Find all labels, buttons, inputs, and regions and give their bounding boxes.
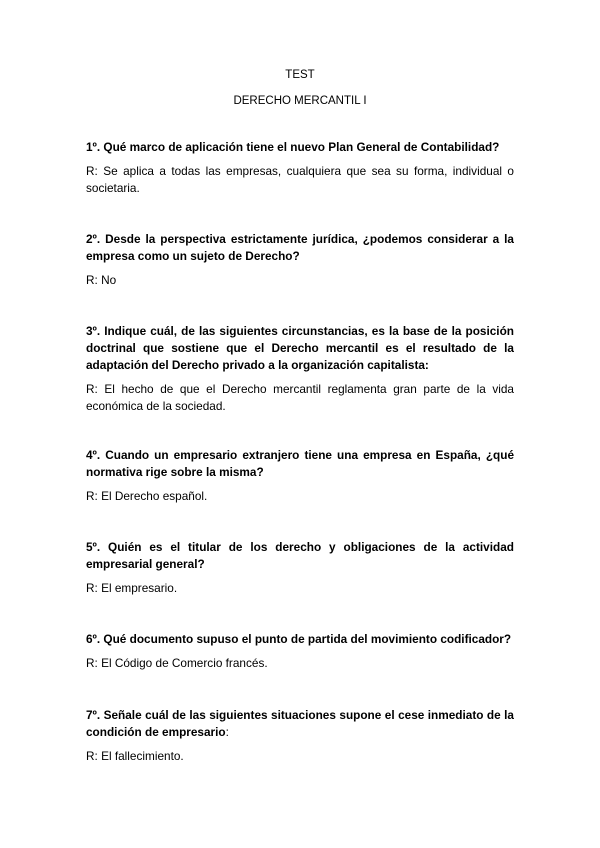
question-4: 4º. Cuando un empresario extranjero tiene una empresa en España, ¿qué normativa rige sobre la misma? (86, 448, 514, 479)
qa-item-6 (86, 631, 514, 672)
question-7-text: 7º. Señale cuál de las siguientes situaciones supone el cese inmediato de la condición de empresario (86, 708, 514, 739)
question-1: 1º. Qué marco de aplicación tiene el nuevo Plan General de Contabilidad? (86, 140, 500, 154)
qa-item-4 (86, 447, 514, 505)
qa-item-2 (86, 231, 514, 289)
question-2: 2º. Desde la perspectiva estrictamente jurídica, ¿podemos considerar a la empresa como un sujeto de Derecho? (86, 232, 514, 263)
question-5: 5º. Quién es el titular de los derecho y obligaciones de la actividad empresarial general? (86, 540, 514, 571)
answer-2: R: No (86, 273, 117, 287)
question-6: 6º. Qué documento supuso el punto de partida del movimiento codificador? (86, 632, 512, 646)
answer-5: R: El empresario. (86, 581, 178, 595)
document-page (86, 68, 514, 765)
answer-6: R: El Código de Comercio francés. (86, 656, 268, 670)
answer-1: R: Se aplica a todas las empresas, cualquiera que sea su forma, individual o societaria. (86, 164, 514, 195)
qa-item-3 (86, 323, 514, 415)
qa-item-1 (86, 139, 514, 197)
document-header (86, 68, 514, 108)
question-7 (86, 707, 514, 741)
qa-item-5 (86, 539, 514, 597)
question-7-colon: : (225, 725, 229, 739)
qa-item-7 (86, 707, 514, 765)
document-title: TEST (285, 69, 315, 81)
document-subtitle: DERECHO MERCANTIL I (233, 95, 367, 107)
answer-3: R: El hecho de que el Derecho mercantil reglamenta gran parte de la vida económica de la sociedad. (86, 382, 514, 413)
answer-7: R: El fallecimiento. (86, 749, 184, 763)
question-3: 3º. Indique cuál, de las siguientes circunstancias, es la base de la posición doctrinal que sostiene que el Derecho mercantil es el resultado de la adaptación del Derecho privado a la organización capitalista: (86, 324, 514, 372)
answer-4: R: El Derecho español. (86, 489, 208, 503)
